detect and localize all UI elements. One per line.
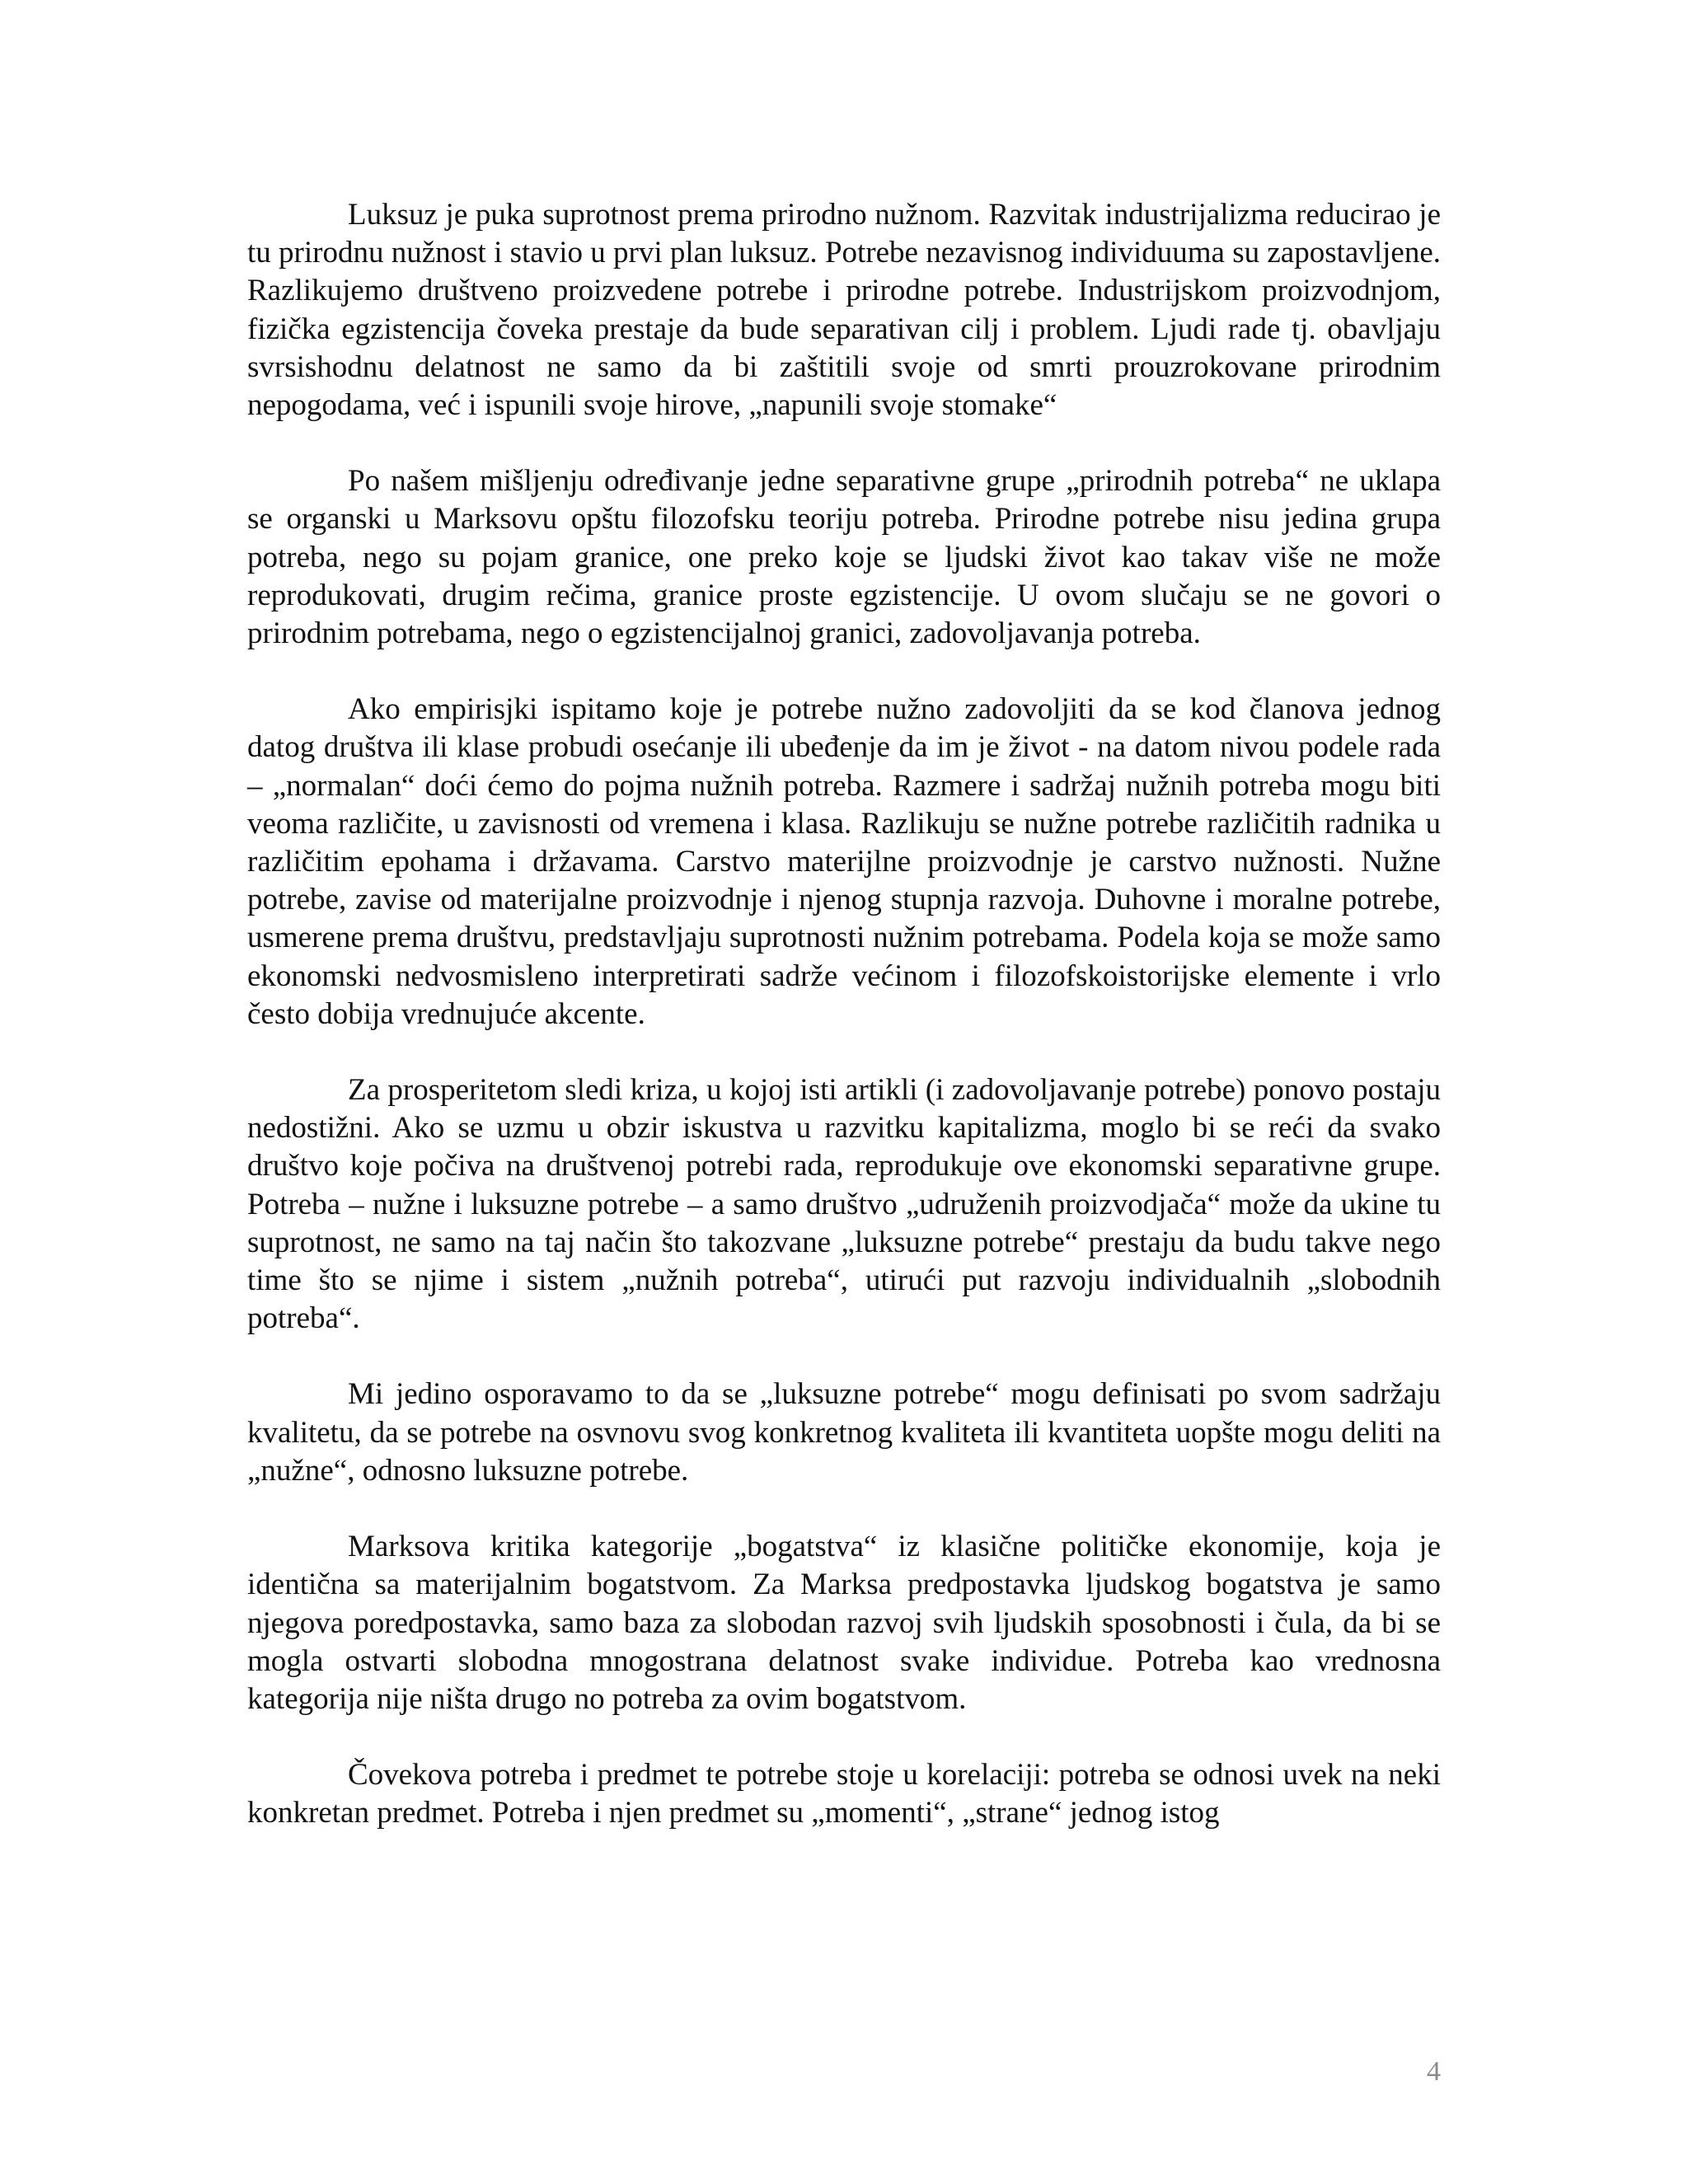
paragraph-kriza: Za prosperitetom sledi kriza, u kojoj isti artikli (i zadovoljavanje potrebe) ponovo postaju nedostižni. Ako se uzmu u obzir iskustva u razvitku kapitalizma, moglo bi se reći da svako društvo koje počiva na društvenoj potrebi rada, reprodukuje ove ekonomski separativne grupe. Potreba – nužne i luksuzne potrebe – a samo društvo „udruženih proizvodjača“ može da ukine tu suprotnost, ne samo na taj način što takozvane „luksuzne potrebe“ prestaju da budu takve nego time što se njime i sistem „nužnih potreba“, utirući put razvoju individualnih „slobodnih potreba“. bbox=[247, 1073, 1441, 1336]
paragraph-bogatstvo: Marksova kritika kategorije „bogatstva“ iz klasične političke ekonomije, koja je identična sa materijalnim bogatstvom. Za Marksa predpostavka ljudskog bogatstva je samo njegova poredpostavka, samo baza za slobodan razvoj svih ljudskih sposobnosti i čula, da bi se mogla ostvarti slobodna mnogostrana delatnost svake individue. Potreba kao vrednosna kategorija nije ništa drugo no potreba za ovim bogatstvom. bbox=[247, 1530, 1441, 1716]
page-number: 4 bbox=[1427, 2056, 1441, 2087]
document-body bbox=[247, 196, 1441, 1833]
paragraph-prirodne-potrebe: Po našem mišljenju određivanje jedne separativne grupe „prirodnih potreba“ ne uklapa se organski u Marksovu opštu filozofsku teoriju potreba. Prirodne potrebe nisu jedina grupa potreba, nego su pojam granice, one preko koje se ljudski život kao takav više ne može reprodukovati, drugim rečima, granice proste egzistencije. U ovom slučaju se ne govori o prirodnim potrebama, nego o egzistencijalnoj granici, zadovoljavanja potreba. bbox=[247, 464, 1441, 651]
paragraph-nuzne-potrebe: Ako empirisjki ispitamo koje je potrebe nužno zadovoljiti da se kod članova jednog datog društva ili klase probudi osećanje ili ubeđenje da im je život - na datom nivou podele rada – „normalan“ doći ćemo do pojma nužnih potreba. Razmere i sadržaj nužnih potreba mogu biti veoma različite, u zavisnosti od vremena i klasa. Razlikuju se nužne potrebe različitih radnika u različitim epohama i državama. Carstvo materijlne proizvodnje je carstvo nužnosti. Nužne potrebe, zavise od materijalne proizvodnje i njenog stupnja razvoja. Duhovne i moralne potrebe, usmerene prema društvu, predstavljaju suprotnosti nužnim potrebama. Podela koja se može samo ekonomski nedvosmisleno interpretirati sadrže većinom i filozofskoistorijske elemente i vrlo često dobija vrednujuće akcente. bbox=[247, 692, 1441, 1031]
paragraph-korelacija: Čovekova potreba i predmet te potrebe stoje u korelaciji: potreba se odnosi uvek na neki konkretan predmet. Potreba i njen predmet su „momenti“, „strane“ jednog istog bbox=[247, 1758, 1441, 1830]
paragraph-luksuzne-potrebe: Mi jedino osporavamo to da se „luksuzne potrebe“ mogu definisati po svom sadržaju kvalitetu, da se potrebe na osvnovu svog konkretnog kvaliteta ili kvantiteta uopšte mogu deliti na „nužne“, odnosno luksuzne potrebe. bbox=[247, 1377, 1441, 1488]
paragraph-luksuz: Luksuz je puka suprotnost prema prirodno nužnom. Razvitak industrijalizma reducirao je tu prirodnu nužnost i stavio u prvi plan luksuz. Potrebe nezavisnog individuuma su zapostavljene. Razlikujemo društveno proizvedene potrebe i prirodne potrebe. Industrijskom proizvodnjom, fizička egzistencija čoveka prestaje da bude separativan cilj i problem. Ljudi rade tj. obavljaju svrsishodnu delatnost ne samo da bi zaštitili svoje od smrti prouzrokovane prirodnim nepogodama, već i ispunili svoje hirove, „napunili svoje stomake“ bbox=[247, 198, 1441, 423]
